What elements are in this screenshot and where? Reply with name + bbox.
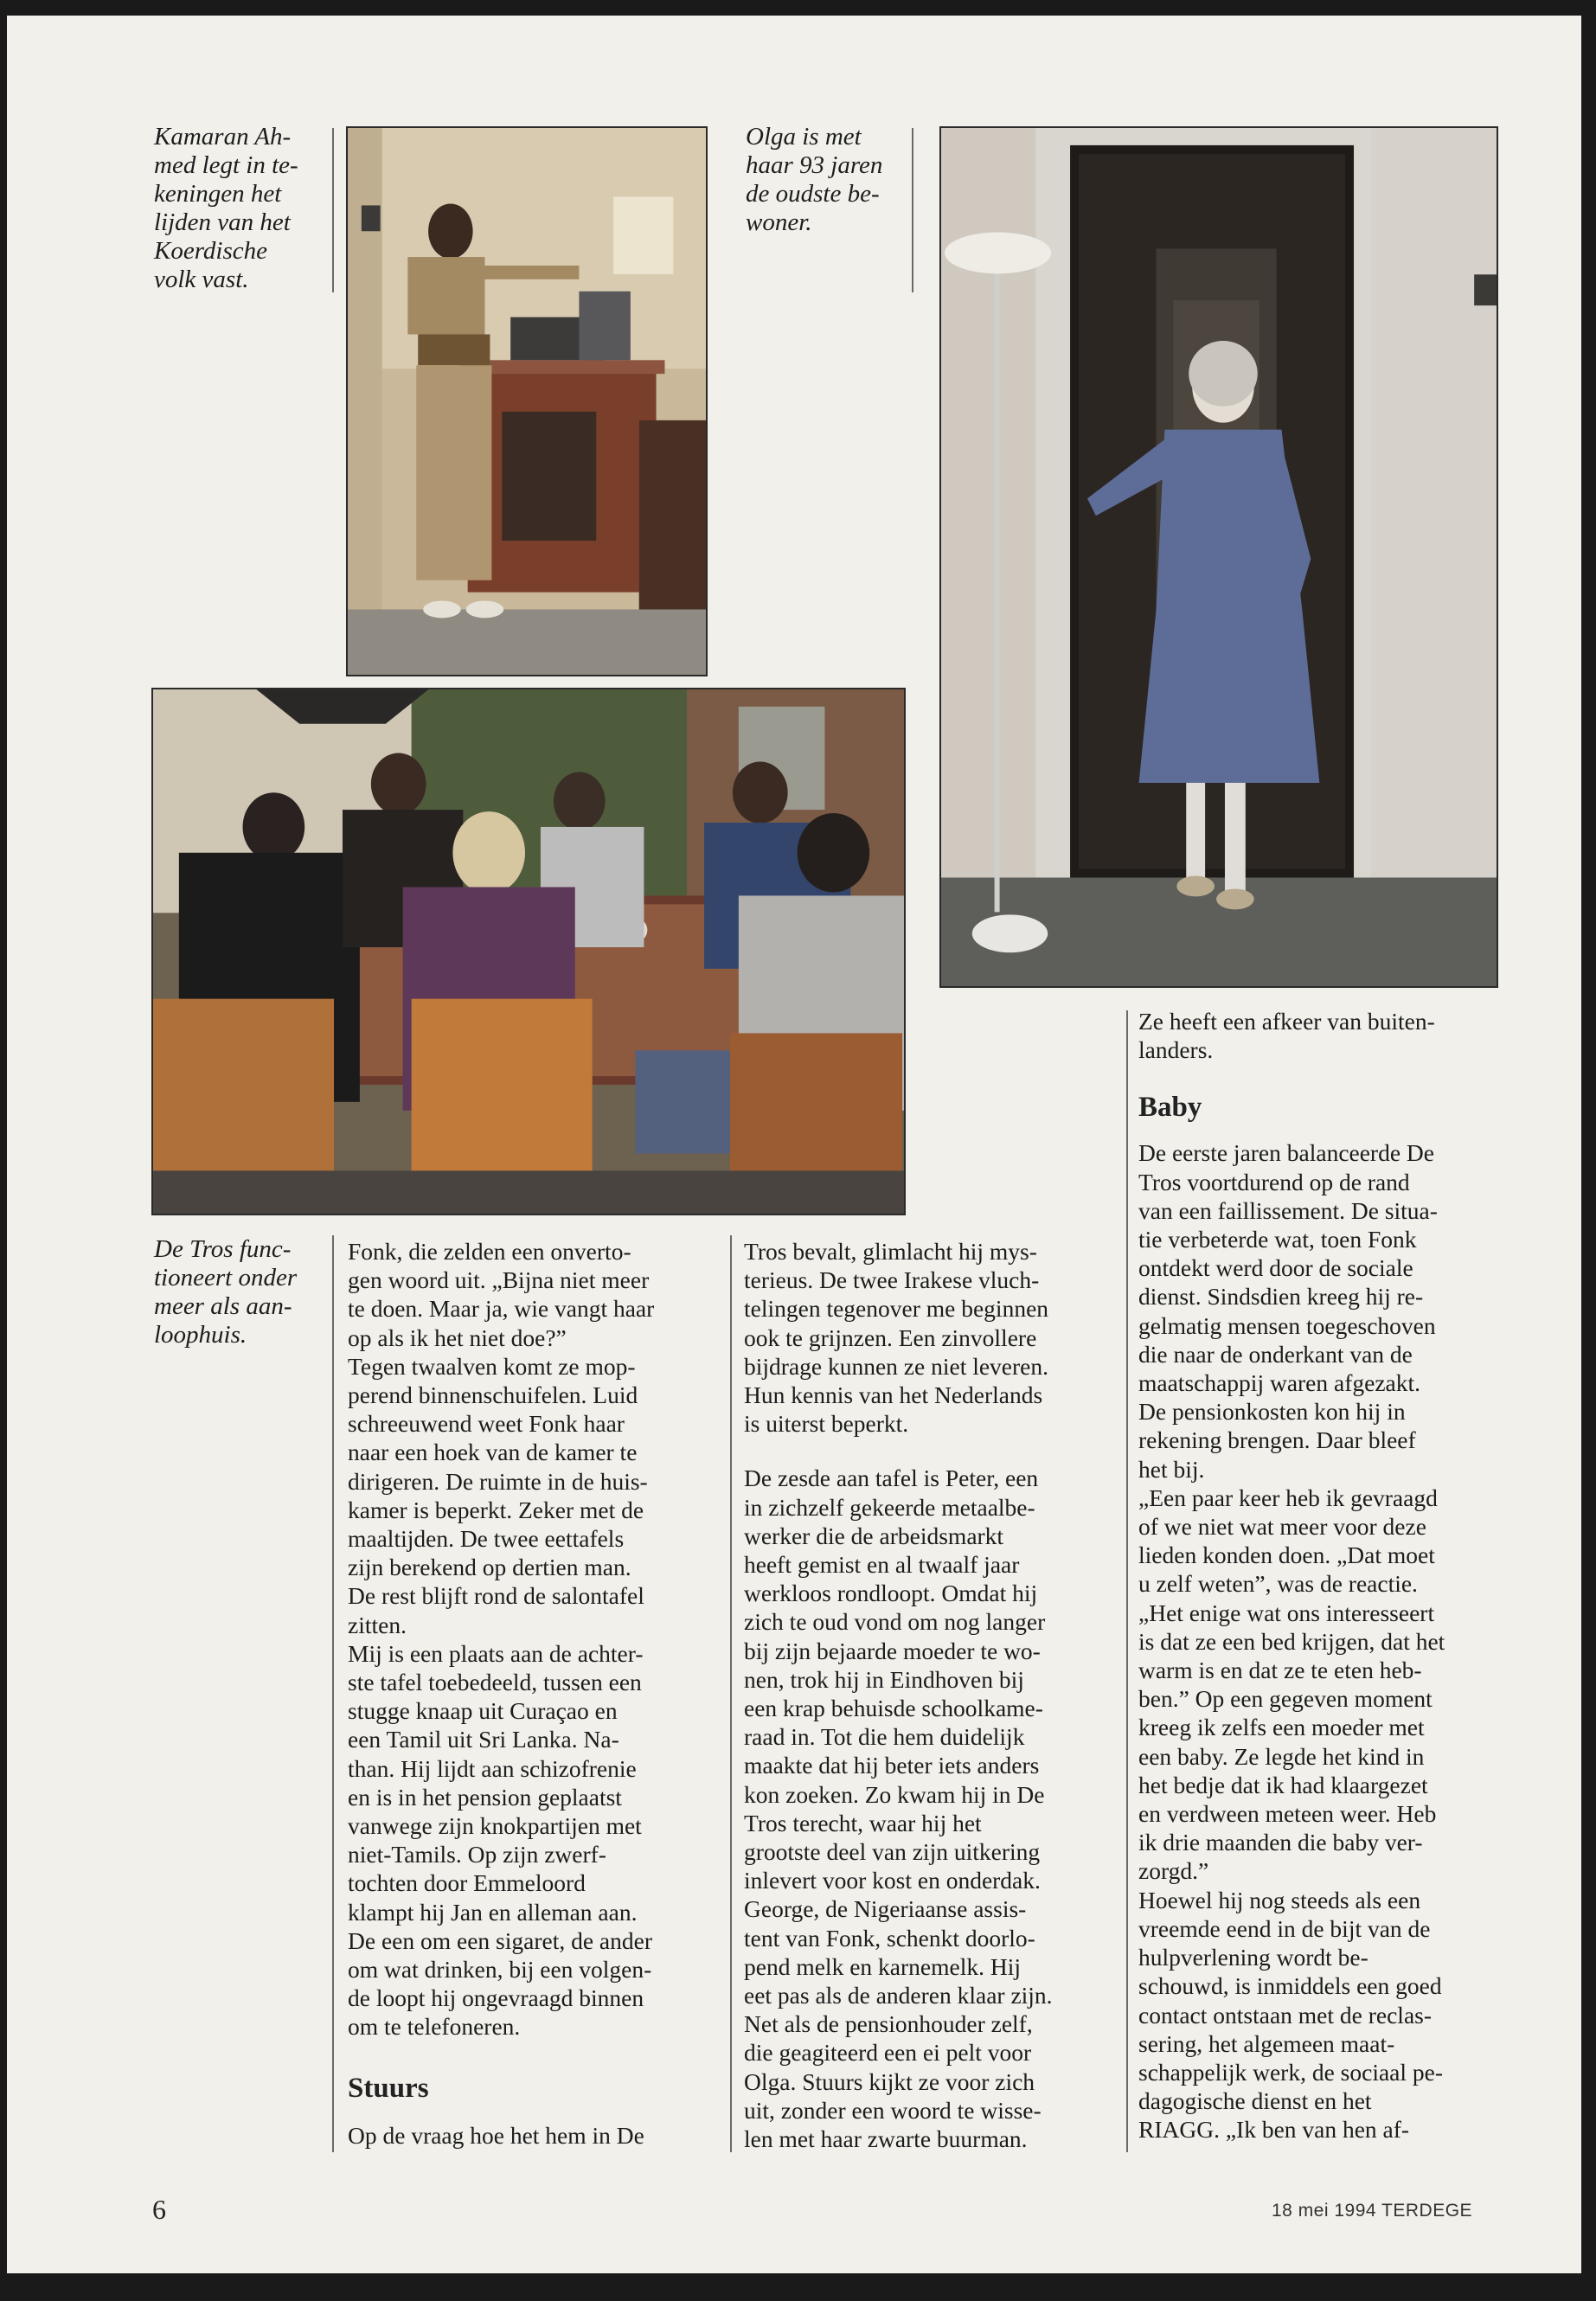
article-paragraph: Ze heeft een afkeer van buiten- landers. (1138, 1008, 1435, 1064)
article-paragraph: Op de vraag hoe het hem in De (348, 2121, 644, 2149)
photo-olga (939, 126, 1498, 988)
column-divider (730, 1235, 732, 2152)
photo-dinner-table (151, 688, 906, 1215)
photo-kamaran (346, 126, 708, 676)
article-column-2 (744, 1237, 1116, 2153)
section-heading-baby: Baby (1138, 1092, 1202, 1124)
caption-divider (332, 1235, 334, 2152)
caption-tros: De Tros func- tioneert onder meer als aan- loophuis. (154, 1235, 298, 1349)
column-divider (1126, 1010, 1128, 2152)
caption-kamaran: Kamaran Ah- med legt in te- keningen het lijden van het Koerdische volk vast. (154, 123, 298, 293)
magazine-page (7, 16, 1581, 2273)
section-heading-stuurs: Stuurs (348, 2072, 429, 2104)
article-paragraph: De zesde aan tafel is Peter, een in zichzelf gekeerde metaalbe- werker die de arbeidsmarkt heeft gemist en al twaalf jaar werkloos rondloopt. Omdat hij zich te oud vond om nog langer bij zijn bejaarde moeder te wo- nen, trok hij in Eindhoven bij een krap behuisde schoolkame- raad in. Tot die hem duidelijk maakte dat hij beter iets anders kon zoeken. Zo kwam hij in De Tros terecht, waar hij het grootste deel van zijn uitkering inlevert voor kost en onderdak. George, de Nigeriaanse assis- tent van Fonk, schenkt doorlo- pend melk en karnemelk. Hij eet pas als de anderen klaar zijn. Net als de pensionhouder zelf, die geagiteerd een ei pelt voor Olga. Stuurs kijkt ze voor zich uit, zonder een woord te wisse- len met haar zwarte buurman. (744, 1465, 1053, 2153)
article-paragraph: Fonk, die zelden een onverto- gen woord uit. „Bijna niet meer te doen. Maar ja, wie vangt haar op als ik het niet doe?” Tegen twaalven komt ze mop- perend binnenschuifelen. Luid schreeuwend weet Fonk haar naar een hoek van de kamer te dirigeren. De ruimte in de huis- kamer is beperkt. Zeker met de maaltijden. De twee eettafels zijn berekend op dertien man. De rest blijft rond de salontafel zitten. Mij is een plaats aan de achter- ste tafel toebedeeld, tussen een stugge knaap uit Curaçao en een Tamil uit Sri Lanka. Na- than. Hij lijdt aan schizofrenie en is in het pension geplaatst vanwege zijn knokpartijen met niet-Tamils. Op zijn zwerf- tochten door Emmeloord klampt hij Jan en alleman aan. De een om een sigaret, de ander om wat drinken, bij een volgen- de loopt hij ongevraagd binnen om te telefoneren. (348, 1238, 655, 2041)
issue-footer: 18 mei 1994 TERDEGE (1272, 2201, 1473, 2221)
caption-divider (332, 128, 334, 292)
article-column-3 (1138, 1007, 1510, 2144)
caption-divider (912, 128, 913, 292)
page-number: 6 (152, 2194, 166, 2225)
article-paragraph: Tros bevalt, glimlacht hij mys- terieus. De twee Irakese vluch- telingen tegenover me beginnen ook te grijnzen. Een zinvollere bijdrage kunnen ze niet leveren. Hun kennis van het Nederlands is uiterst beperkt. (744, 1238, 1049, 1438)
article-paragraph: De eerste jaren balanceerde De Tros voortdurend op de rand van een faillissement. De situa- tie verbeterde wat, toen Fonk ontdekt werd door de sociale dienst. Sindsdien kreeg hij re- gelmatig mensen toegeschoven die naar de onderkant van de maatschappij waren afgezakt. De pensionkosten kon hij in rekening brengen. Daar bleef het bij. „Een paar keer heb ik gevraagd of we niet wat meer voor deze lieden konden doen. „Dat moet u zelf weten”, was de reactie. „Het enige wat ons interesseert is dat ze een bed krijgen, dat het warm is en dat ze te eten heb- ben.” Op een gegeven moment kreeg ik zelfs een moeder met een baby. Ze legde het kind in het bedje dat ik had klaargezet en verdween meteen weer. Heb ik drie maanden die baby ver- zorgd.” Hoewel hij nog steeds als een vreemde eend in de bijt van de hulpverlening wordt be- schouwd, is inmiddels een goed contact ontstaan met de reclas- sering, het algemeen maat- schappelijk werk, de sociaal pe- dagogische dienst en het RIAGG. „Ik ben van hen af- (1138, 1139, 1445, 2144)
article-column-1 (348, 1237, 720, 2150)
caption-olga: Olga is met haar 93 jaren de oudste be- woner. (746, 123, 883, 236)
